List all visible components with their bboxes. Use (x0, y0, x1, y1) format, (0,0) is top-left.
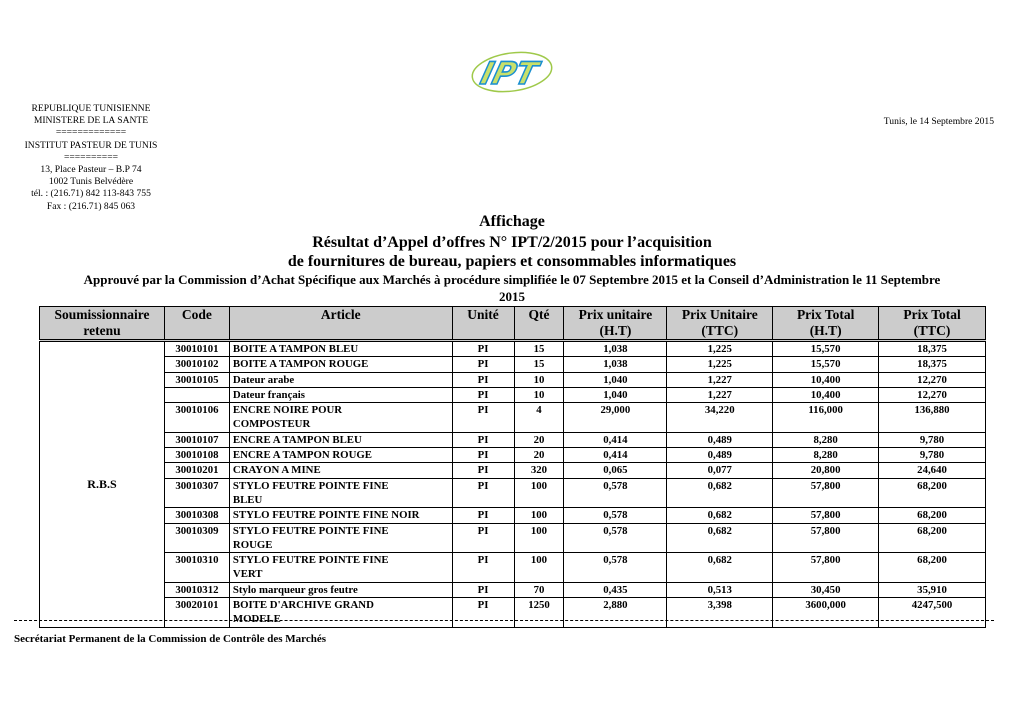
table-row (40, 582, 986, 597)
title-subject: de fournitures de bureau, papiers et consommables informatiques (287, 253, 737, 270)
cell-code: 30010108 (164, 448, 229, 463)
cell-code: 30010106 (164, 403, 229, 433)
cell-pt-ht: 8,280 (773, 448, 879, 463)
table-row (40, 341, 986, 357)
cell-article: ENCRE A TAMPON BLEU (229, 432, 452, 447)
header-prix-total-ttc: Prix Total (TTC) (879, 307, 986, 341)
cell-article: STYLO FEUTRE POINTE FINE VERT (229, 553, 452, 583)
cell-qte: 100 (514, 478, 564, 508)
cell-unite: PI (452, 448, 514, 463)
header-line-phone: tél. : (216.71) 842 113-843 755 (31, 188, 151, 200)
cell-pu-ttc: 0,513 (667, 582, 773, 597)
cell-pt-ht: 15,570 (773, 341, 879, 357)
cell-pu-ht: 0,578 (564, 523, 667, 553)
cell-pu-ht: 1,038 (564, 341, 667, 357)
institution-header (12, 103, 170, 213)
header-article: Article (229, 307, 452, 341)
cell-code: 30010107 (164, 432, 229, 447)
footer-secretariat: Secrétariat Permanent de la Commission de Contrôle des Marchés (14, 633, 327, 645)
cell-code: 30010102 (164, 357, 229, 372)
cell-pt-ttc: 24,640 (879, 463, 986, 478)
cell-pt-ht: 15,570 (773, 357, 879, 372)
document-date: Tunis, le 14 Septembre 2015 (883, 116, 994, 127)
cell-qte: 100 (514, 553, 564, 583)
header-unite: Unité (452, 307, 514, 341)
cell-qte: 20 (514, 432, 564, 447)
table-row (40, 403, 986, 433)
cell-article: Dateur arabe (229, 372, 452, 387)
cell-article: BOITE D'ARCHIVE GRAND MODELE (229, 598, 452, 628)
table-row (40, 523, 986, 553)
cell-pu-ht: 0,578 (564, 508, 667, 523)
cell-code: 30010309 (164, 523, 229, 553)
cell-unite: PI (452, 463, 514, 478)
cell-pt-ht: 57,800 (773, 553, 879, 583)
cell-pt-ttc: 12,270 (879, 372, 986, 387)
header-line-city: 1002 Tunis Belvédère (48, 176, 134, 188)
cell-unite: PI (452, 598, 514, 628)
cell-article: STYLO FEUTRE POINTE FINE ROUGE (229, 523, 452, 553)
cell-unite: PI (452, 357, 514, 372)
header-qte: Qté (514, 307, 564, 341)
cell-pu-ht: 0,578 (564, 478, 667, 508)
separator-dashed-line (14, 620, 994, 622)
cell-pt-ht: 8,280 (773, 432, 879, 447)
cell-qte: 320 (514, 463, 564, 478)
cell-unite: PI (452, 478, 514, 508)
cell-qte: 20 (514, 448, 564, 463)
cell-qte: 15 (514, 341, 564, 357)
cell-pt-ttc: 9,780 (879, 448, 986, 463)
table-row (40, 463, 986, 478)
table-row (40, 357, 986, 372)
header-line-republique: REPUBLIQUE TUNISIENNE (31, 103, 151, 114)
header-line-ministere: MINISTERE DE LA SANTE (33, 115, 149, 127)
cell-article: STYLO FEUTRE POINTE FINE NOIR (229, 508, 452, 523)
cell-pt-ttc: 35,910 (879, 582, 986, 597)
cell-code: 30010310 (164, 553, 229, 583)
cell-pt-ttc: 68,200 (879, 478, 986, 508)
logo-text: IPT (477, 56, 542, 92)
header-soumissionnaire: Soumissionnaire retenu (40, 307, 165, 341)
cell-pu-ht: 0,435 (564, 582, 667, 597)
cell-unite: PI (452, 341, 514, 357)
cell-article: ENCRE NOIRE POUR COMPOSTEUR (229, 403, 452, 433)
cell-pt-ht: 57,800 (773, 523, 879, 553)
title-approval-year: 2015 (499, 289, 525, 304)
cell-pu-ht: 0,414 (564, 432, 667, 447)
cell-article: BOITE A TAMPON ROUGE (229, 357, 452, 372)
cell-unite: PI (452, 372, 514, 387)
cell-pu-ttc: 0,682 (667, 553, 773, 583)
title-affichage: Affichage (479, 213, 545, 230)
supplier-cell: R.B.S (40, 341, 165, 628)
cell-pt-ttc: 18,375 (879, 341, 986, 357)
cell-unite: PI (452, 508, 514, 523)
cell-pu-ttc: 1,227 (667, 372, 773, 387)
cell-article: ENCRE A TAMPON ROUGE (229, 448, 452, 463)
title-result: Résultat d’Appel d’offres N° IPT/2/2015 pour l’acquisition (312, 234, 712, 251)
cell-qte: 70 (514, 582, 564, 597)
cell-code: 30020101 (164, 598, 229, 628)
cell-pt-ht: 20,800 (773, 463, 879, 478)
cell-code: 30010312 (164, 582, 229, 597)
header-line-institut: INSTITUT PASTEUR DE TUNIS (24, 139, 158, 151)
cell-article: Dateur français (229, 387, 452, 402)
cell-pu-ttc: 1,225 (667, 341, 773, 357)
header-line-fax: Fax : (216.71) 845 063 (46, 200, 136, 212)
cell-pu-ttc: 34,220 (667, 403, 773, 433)
cell-pt-ttc: 68,200 (879, 508, 986, 523)
cell-pu-ht: 1,040 (564, 372, 667, 387)
cell-pt-ttc: 4247,500 (879, 598, 986, 628)
cell-unite: PI (452, 582, 514, 597)
table-row (40, 372, 986, 387)
cell-qte: 100 (514, 508, 564, 523)
cell-pt-ht: 10,400 (773, 387, 879, 402)
table-row (40, 432, 986, 447)
cell-unite: PI (452, 523, 514, 553)
cell-code: 30010105 (164, 372, 229, 387)
cell-pt-ttc: 68,200 (879, 553, 986, 583)
cell-unite: PI (452, 387, 514, 402)
cell-pt-ttc: 18,375 (879, 357, 986, 372)
cell-pt-ht: 3600,000 (773, 598, 879, 628)
cell-pu-ttc: 0,489 (667, 432, 773, 447)
ipt-logo (468, 48, 556, 94)
table-row (40, 387, 986, 402)
header-line-address: 13, Place Pasteur – B.P 74 (40, 164, 142, 176)
header-separator: ============= (55, 127, 127, 139)
cell-pt-ttc: 68,200 (879, 523, 986, 553)
cell-pu-ht: 1,038 (564, 357, 667, 372)
cell-pu-ht: 0,578 (564, 553, 667, 583)
cell-pt-ht: 10,400 (773, 372, 879, 387)
cell-pt-ttc: 136,880 (879, 403, 986, 433)
cell-code: 30010307 (164, 478, 229, 508)
cell-pu-ht: 29,000 (564, 403, 667, 433)
cell-pu-ht: 1,040 (564, 387, 667, 402)
cell-article: BOITE A TAMPON BLEU (229, 341, 452, 357)
cell-pt-ttc: 12,270 (879, 387, 986, 402)
header-prix-unitaire-ttc: Prix Unitaire (TTC) (667, 307, 773, 341)
cell-pu-ht: 0,065 (564, 463, 667, 478)
title-approval: Approuvé par la Commission d’Achat Spécifique aux Marchés à procédure simplifiée le 07 Septembre 2015 et la Conseil d’Administration le 11 Septembre (83, 272, 941, 287)
cell-unite: PI (452, 432, 514, 447)
cell-pu-ttc: 1,225 (667, 357, 773, 372)
header-separator: ========== (63, 151, 119, 163)
table-row (40, 553, 986, 583)
cell-code (164, 387, 229, 402)
cell-qte: 4 (514, 403, 564, 433)
cell-pu-ttc: 0,682 (667, 508, 773, 523)
header-prix-total-ht: Prix Total (H.T) (773, 307, 879, 341)
table-header-row (40, 307, 986, 341)
results-table (39, 306, 986, 628)
cell-pt-ht: 116,000 (773, 403, 879, 433)
header-prix-unitaire-ht: Prix unitaire (H.T) (564, 307, 667, 341)
table-row (40, 598, 986, 628)
cell-pt-ht: 30,450 (773, 582, 879, 597)
cell-article: CRAYON A MINE (229, 463, 452, 478)
cell-code: 30010201 (164, 463, 229, 478)
cell-pu-ht: 0,414 (564, 448, 667, 463)
cell-pu-ttc: 0,489 (667, 448, 773, 463)
cell-pu-ttc: 1,227 (667, 387, 773, 402)
cell-code: 30010308 (164, 508, 229, 523)
cell-code: 30010101 (164, 341, 229, 357)
cell-pu-ttc: 0,077 (667, 463, 773, 478)
table-row (40, 508, 986, 523)
cell-article: Stylo marqueur gros feutre (229, 582, 452, 597)
cell-unite: PI (452, 403, 514, 433)
cell-pu-ht: 2,880 (564, 598, 667, 628)
cell-unite: PI (452, 553, 514, 583)
cell-qte: 10 (514, 387, 564, 402)
cell-pt-ht: 57,800 (773, 478, 879, 508)
cell-pu-ttc: 0,682 (667, 478, 773, 508)
cell-qte: 100 (514, 523, 564, 553)
cell-pu-ttc: 0,682 (667, 523, 773, 553)
table-row (40, 478, 986, 508)
header-code: Code (164, 307, 229, 341)
cell-qte: 1250 (514, 598, 564, 628)
cell-qte: 15 (514, 357, 564, 372)
cell-pt-ttc: 9,780 (879, 432, 986, 447)
cell-pu-ttc: 3,398 (667, 598, 773, 628)
cell-article: STYLO FEUTRE POINTE FINE BLEU (229, 478, 452, 508)
cell-pt-ht: 57,800 (773, 508, 879, 523)
table-row (40, 448, 986, 463)
cell-qte: 10 (514, 372, 564, 387)
